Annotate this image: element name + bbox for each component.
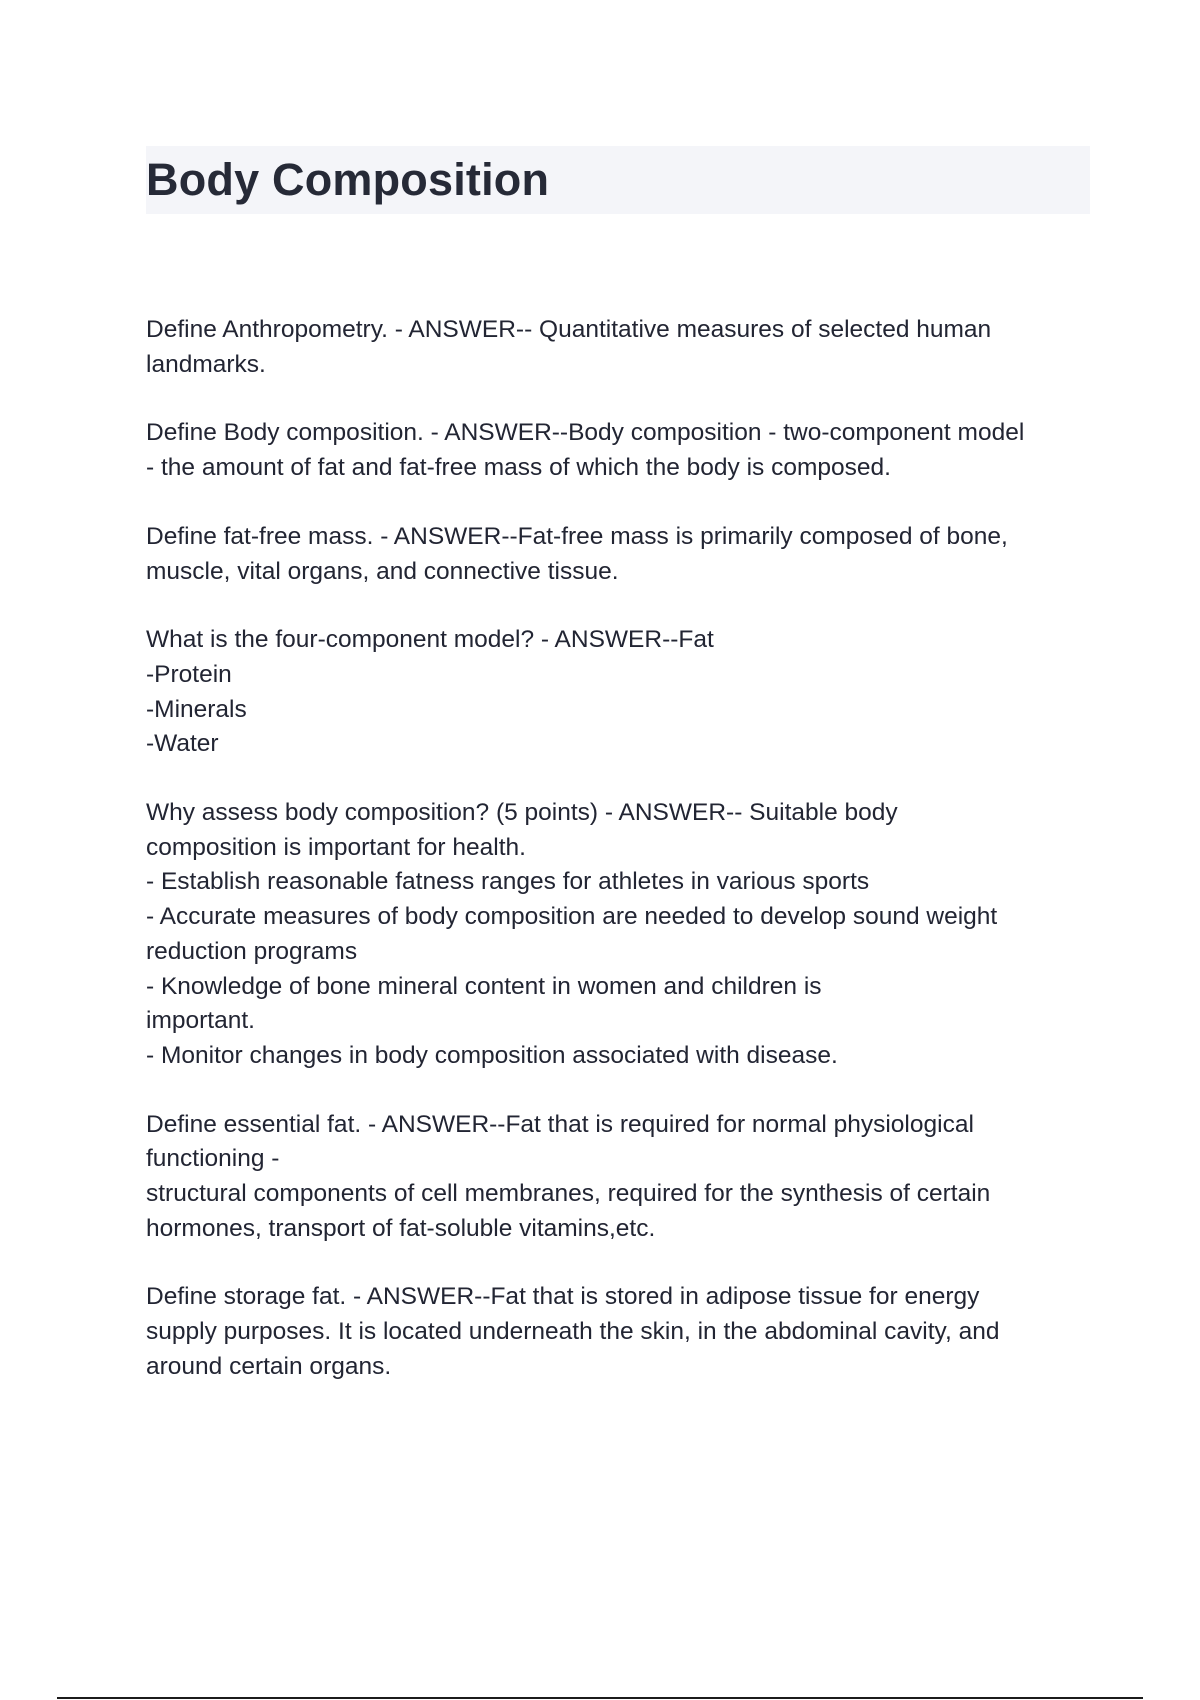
qa-line: - Accurate measures of body composition are needed to develop sound weight bbox=[146, 903, 998, 931]
qa-line: structural components of cell membranes, required for the synthesis of certain bbox=[146, 1180, 991, 1208]
qa-line: Define storage fat. - ANSWER--Fat that is stored in adipose tissue for energy bbox=[146, 1283, 980, 1311]
qa-line: Define essential fat. - ANSWER--Fat that is required for normal physiological bbox=[146, 1110, 974, 1138]
qa-line: Define Body composition. - ANSWER--Body composition - two-component model bbox=[146, 419, 1025, 447]
qa-line: Define fat-free mass. - ANSWER--Fat-free mass is primarily composed of bone, bbox=[146, 522, 1008, 550]
qa-line: hormones, transport of fat-soluble vitamins,etc. bbox=[146, 1214, 656, 1242]
qa-line: around certain organs. bbox=[146, 1352, 392, 1380]
qa-line: muscle, vital organs, and connective tissue. bbox=[146, 557, 619, 585]
page-title: Body Composition bbox=[146, 154, 550, 205]
qa-item bbox=[146, 796, 1096, 1074]
qa-line: composition is important for health. bbox=[146, 833, 526, 861]
qa-line: reduction programs bbox=[146, 937, 358, 965]
qa-line: functioning - bbox=[146, 1145, 280, 1173]
qa-line: Define Anthropometry. - ANSWER-- Quantitative measures of selected human bbox=[146, 316, 992, 343]
qa-line: -Protein bbox=[146, 660, 232, 688]
qa-line: Why assess body composition? (5 points) - ANSWER-- Suitable body bbox=[146, 799, 898, 827]
qa-line: landmarks. bbox=[146, 350, 266, 378]
qa-line: - Knowledge of bone mineral content in women and children is bbox=[146, 972, 822, 1000]
qa-line: - Establish reasonable fatness ranges for athletes in various sports bbox=[146, 868, 870, 896]
qa-item bbox=[146, 416, 1096, 485]
qa-line: supply purposes. It is located underneath the skin, in the abdominal cavity, and bbox=[146, 1318, 1000, 1346]
qa-line: - Monitor changes in body composition associated with disease. bbox=[146, 1041, 838, 1069]
qa-line: What is the four-component model? - ANSWER--Fat bbox=[146, 626, 714, 654]
qa-item bbox=[146, 520, 1096, 589]
footer-rule bbox=[57, 1697, 1143, 1699]
document-body bbox=[146, 313, 1096, 1419]
title-band bbox=[146, 146, 1090, 214]
qa-item bbox=[146, 313, 1096, 382]
qa-line: -Minerals bbox=[146, 695, 247, 723]
qa-item bbox=[146, 623, 1096, 762]
qa-item bbox=[146, 1280, 1096, 1384]
qa-line: -Water bbox=[146, 730, 219, 758]
qa-line: - the amount of fat and fat-free mass of which the body is composed. bbox=[146, 454, 891, 482]
qa-item bbox=[146, 1108, 1096, 1247]
qa-line: important. bbox=[146, 1007, 255, 1035]
